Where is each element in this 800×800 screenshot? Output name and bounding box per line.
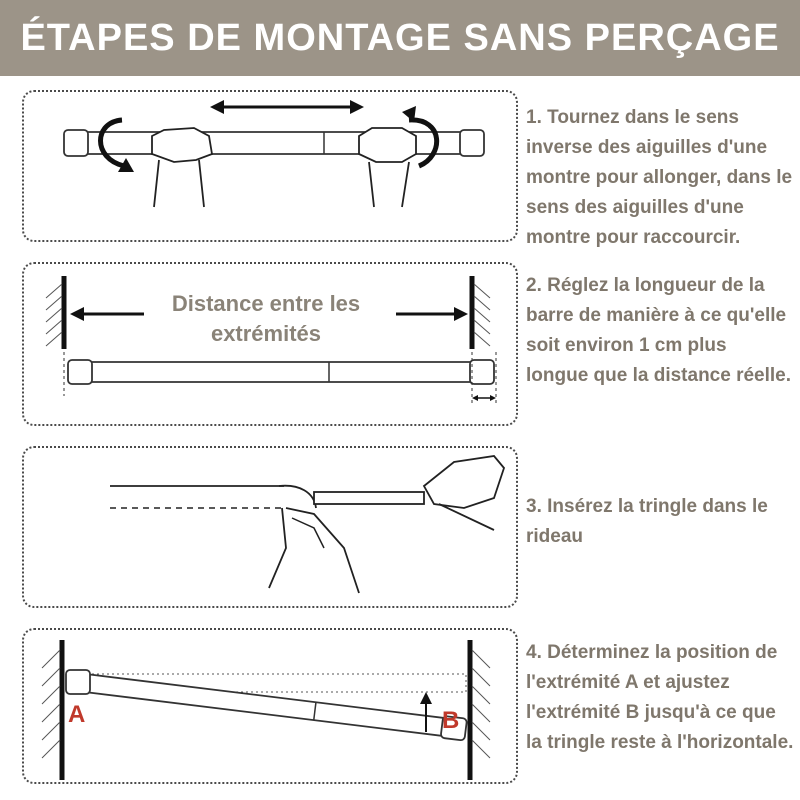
- measure-distance-drawing: [24, 264, 516, 424]
- title-banner: [0, 0, 800, 76]
- insert-curtain-drawing: [24, 448, 516, 606]
- step-4-text: 4. Déterminez la position de l'extrémité A et ajustez l'extrémité B jusqu'à ce que la tringle reste à l'horizontale.: [526, 642, 794, 753]
- step-4-illustration: [22, 628, 518, 784]
- step-2-illustration: [22, 262, 518, 426]
- distance-label-line-2: extrémités: [210, 321, 322, 346]
- end-b-label: B: [442, 707, 460, 734]
- step-3-text: 3. Insérez la tringle dans le rideau: [526, 496, 768, 547]
- step-3-illustration: [22, 446, 518, 608]
- end-a-label: A: [68, 701, 86, 728]
- level-rod-drawing: [24, 630, 516, 782]
- step-1-text: 1. Tournez dans le sens inverse des aiguilles d'une montre pour allonger, dans le sens des aiguilles d'une montre pour raccourcir.: [526, 107, 793, 248]
- distance-label-line-1: Distance entre les: [171, 291, 361, 316]
- rotate-rod-drawing: [24, 92, 516, 240]
- step-1-illustration: [22, 90, 518, 242]
- step-2-text: 2. Réglez la longueur de la barre de manière à ce qu'elle soit environ 1 cm plus longue que la distance réelle.: [526, 275, 792, 386]
- page-title: ÉTAPES DE MONTAGE SANS PERÇAGE: [20, 16, 780, 59]
